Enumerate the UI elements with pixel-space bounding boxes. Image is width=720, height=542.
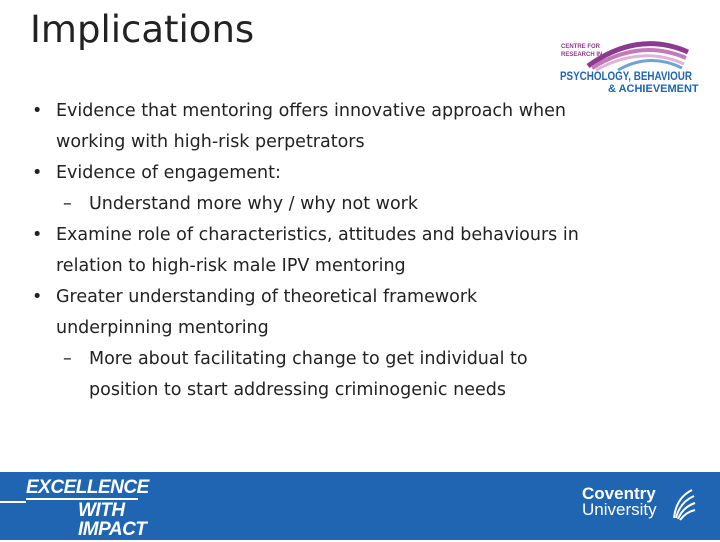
bullet-marker: • xyxy=(32,225,43,245)
sub-bullet-item xyxy=(32,344,652,406)
bullet-line: position to start addressing criminogenic needs xyxy=(89,380,506,400)
coventry-wing-icon xyxy=(670,488,696,522)
sub-bullet-marker: – xyxy=(63,349,72,369)
logo-line1: CENTRE FOR xyxy=(561,44,600,50)
bullet-line: Evidence of engagement: xyxy=(56,163,281,183)
cpba-logo-graphic xyxy=(558,36,699,96)
footer-divider xyxy=(0,501,26,503)
bullet-marker: • xyxy=(32,101,43,121)
bullet-line: Examine role of characteristics, attitudes and behaviours in xyxy=(56,225,579,245)
sub-bullet-marker: – xyxy=(63,194,72,214)
bullet-line: Greater understanding of theoretical framework xyxy=(56,287,478,307)
footer-right-line2: University xyxy=(582,500,657,519)
slide-title: Implications xyxy=(30,8,255,51)
bullet-line: Evidence that mentoring offers innovative approach when xyxy=(56,101,566,121)
excellence-with-impact-logo xyxy=(26,478,188,542)
bullet-line: More about facilitating change to get individual to xyxy=(89,349,528,369)
bullet-item xyxy=(32,282,652,344)
bullet-item xyxy=(32,96,652,158)
bullet-list xyxy=(32,96,652,406)
bullet-line: Understand more why / why not work xyxy=(89,194,419,214)
bullet-item xyxy=(32,158,652,189)
bullet-line: relation to high-risk male IPV mentoring xyxy=(56,256,406,276)
logo-line4: & ACHIEVEMENT xyxy=(608,83,699,95)
logo-line2: RESEARCH IN xyxy=(561,52,603,58)
sub-bullet-item xyxy=(32,189,652,220)
bullet-item xyxy=(32,220,652,282)
bullet-line: underpinning mentoring xyxy=(56,318,269,338)
bullet-line: working with high-risk perpetrators xyxy=(56,132,365,152)
bullet-marker: • xyxy=(32,163,43,183)
cpba-logo xyxy=(558,36,699,96)
footer-left-line2: WITH IMPACT xyxy=(26,501,188,542)
bullet-marker: • xyxy=(32,287,43,307)
coventry-university-logo xyxy=(582,486,657,518)
footer-bar xyxy=(0,472,720,540)
footer-right-line1: Coventry xyxy=(582,484,656,503)
logo-line3: PSYCHOLOGY, BEHAVIOUR xyxy=(560,71,693,83)
footer-left-line1: EXCELLENCE xyxy=(26,477,149,498)
